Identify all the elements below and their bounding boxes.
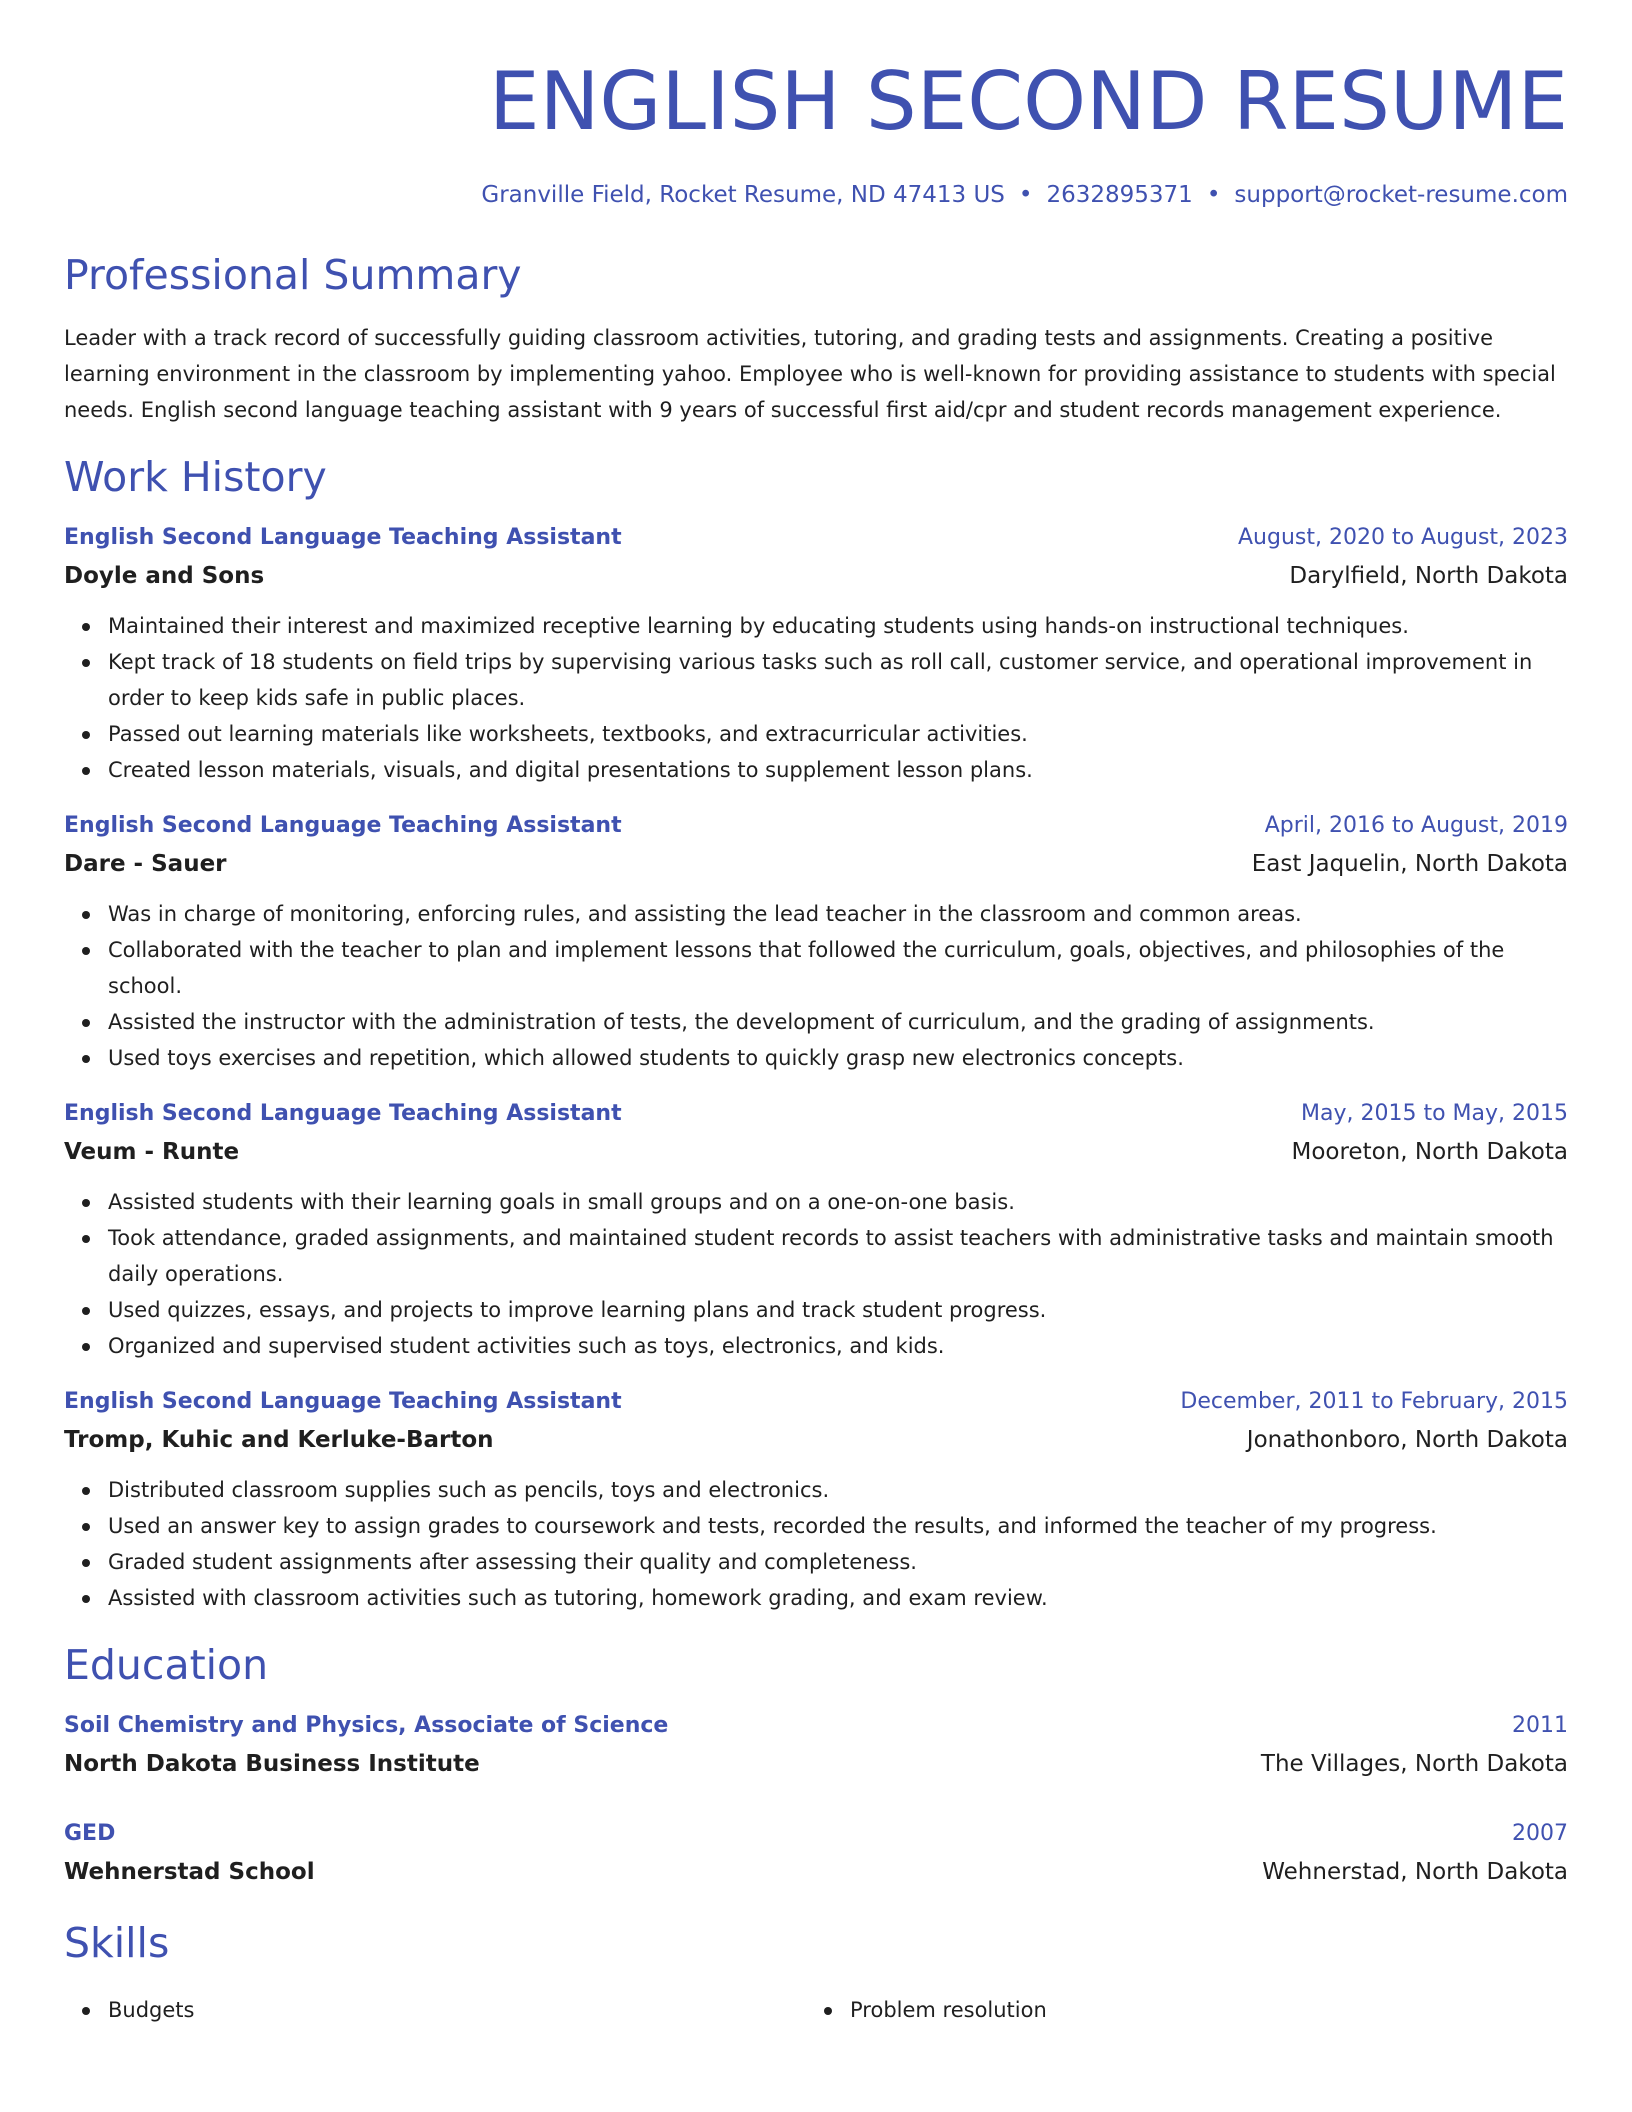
job-bullet: Created lesson materials, visuals, and digital presentations to supplement lesson plans. (108, 752, 1568, 788)
job-bullet: Collaborated with the teacher to plan and implement lessons that followed the curriculum, goals, objectives, and philosophies of the school. (108, 932, 1568, 1004)
skill-item: Problem resolution (850, 1992, 1548, 2028)
job-bullet: Assisted with classroom activities such as tutoring, homework grading, and exam review. (108, 1580, 1568, 1616)
contact-separator: • (1018, 182, 1033, 208)
job-entry (64, 1098, 1568, 1364)
job-dates: December, 2011 to February, 2015 (1180, 1389, 1568, 1414)
job-entry (64, 1386, 1568, 1616)
skills-list (64, 1992, 1568, 2028)
job-bullet: Graded student assignments after assessing their quality and completeness. (108, 1544, 1568, 1580)
education-entry (64, 1818, 1568, 1888)
education-year: 2011 (1512, 1713, 1568, 1738)
job-title: English Second Language Teaching Assistant (64, 525, 622, 550)
job-bullets (64, 608, 1568, 788)
skills-column-left (64, 1992, 806, 2028)
contact-line (64, 180, 1568, 210)
contact-phone: 2632895371 (1046, 182, 1193, 208)
skill-item: Budgets (108, 1992, 806, 2028)
summary-text: Leader with a track record of successfully guiding classroom activities, tutoring, and grading tests and assignments. Creating a positive learning environment in the classroom by implementing yahoo. Employee who is well-known for providing assistance to students with special needs. English second language teaching assistant with 9 years of successful first aid/cpr and student records management experience. (64, 326, 1556, 422)
job-title: English Second Language Teaching Assistant (64, 813, 622, 838)
education-location: The Villages, North Dakota (1260, 1751, 1568, 1777)
skills-column-right (806, 1992, 1548, 2028)
education-degree: Soil Chemistry and Physics, Associate of Science (64, 1713, 669, 1738)
job-bullet: Distributed classroom supplies such as pencils, toys and electronics. (108, 1472, 1568, 1508)
job-bullet: Kept track of 18 students on field trips by supervising various tasks such as roll call, customer service, and operational improvement in order to keep kids safe in public places. (108, 644, 1568, 716)
job-title: English Second Language Teaching Assistant (64, 1389, 622, 1414)
job-entry (64, 810, 1568, 1076)
education-heading: Education (64, 1641, 269, 1689)
job-bullets (64, 1472, 1568, 1616)
job-bullet: Assisted students with their learning goals in small groups and on a one-on-one basis. (108, 1184, 1568, 1220)
job-bullet: Assisted the instructor with the administration of tests, the development of curriculum, and the grading of assignments. (108, 1004, 1568, 1040)
job-bullet: Used an answer key to assign grades to coursework and tests, recorded the results, and informed the teacher of my progress. (108, 1508, 1568, 1544)
skills-heading: Skills (64, 1919, 170, 1967)
job-bullets (64, 896, 1568, 1076)
education-school: North Dakota Business Institute (64, 1751, 480, 1777)
job-company: Dare - Sauer (64, 851, 227, 877)
education-year: 2007 (1512, 1821, 1568, 1846)
job-dates: April, 2016 to August, 2019 (1264, 813, 1568, 838)
job-company: Tromp, Kuhic and Kerluke-Barton (64, 1427, 494, 1453)
resume-name: ENGLISH SECOND RESUME (489, 55, 1568, 148)
job-bullet: Organized and supervised student activities such as toys, electronics, and kids. (108, 1328, 1568, 1364)
job-bullets (64, 1184, 1568, 1364)
job-title: English Second Language Teaching Assistant (64, 1101, 622, 1126)
work-history-heading: Work History (64, 453, 327, 501)
job-bullet: Used toys exercises and repetition, which allowed students to quickly grasp new electronics concepts. (108, 1040, 1568, 1076)
job-bullet: Took attendance, graded assignments, and maintained student records to assist teachers with administrative tasks and maintain smooth daily operations. (108, 1220, 1568, 1292)
education-location: Wehnerstad, North Dakota (1262, 1859, 1568, 1885)
job-bullet: Used quizzes, essays, and projects to improve learning plans and track student progress. (108, 1292, 1568, 1328)
job-company: Veum - Runte (64, 1139, 240, 1165)
contact-address: Granville Field, Rocket Resume, ND 47413 US (481, 182, 1005, 208)
job-location: Jonathonboro, North Dakota (1246, 1427, 1568, 1453)
resume-page (64, 0, 1568, 2028)
job-dates: August, 2020 to August, 2023 (1238, 525, 1568, 550)
job-bullet: Maintained their interest and maximized receptive learning by educating students using hands-on instructional techniques. (108, 608, 1568, 644)
contact-separator: • (1206, 182, 1221, 208)
job-location: East Jaquelin, North Dakota (1251, 851, 1568, 877)
job-bullet: Was in charge of monitoring, enforcing rules, and assisting the lead teacher in the classroom and common areas. (108, 896, 1568, 932)
job-location: Mooreton, North Dakota (1291, 1139, 1568, 1165)
job-location: Darylfield, North Dakota (1289, 563, 1568, 589)
job-bullet: Passed out learning materials like worksheets, textbooks, and extracurricular activities. (108, 716, 1568, 752)
job-company: Doyle and Sons (64, 563, 265, 589)
education-entry (64, 1710, 1568, 1780)
education-degree: GED (64, 1821, 116, 1846)
education-school: Wehnerstad School (64, 1859, 315, 1885)
job-entry (64, 522, 1568, 788)
summary-heading: Professional Summary (64, 251, 522, 299)
contact-email: support@rocket-resume.com (1234, 182, 1568, 208)
job-dates: May, 2015 to May, 2015 (1301, 1101, 1568, 1126)
